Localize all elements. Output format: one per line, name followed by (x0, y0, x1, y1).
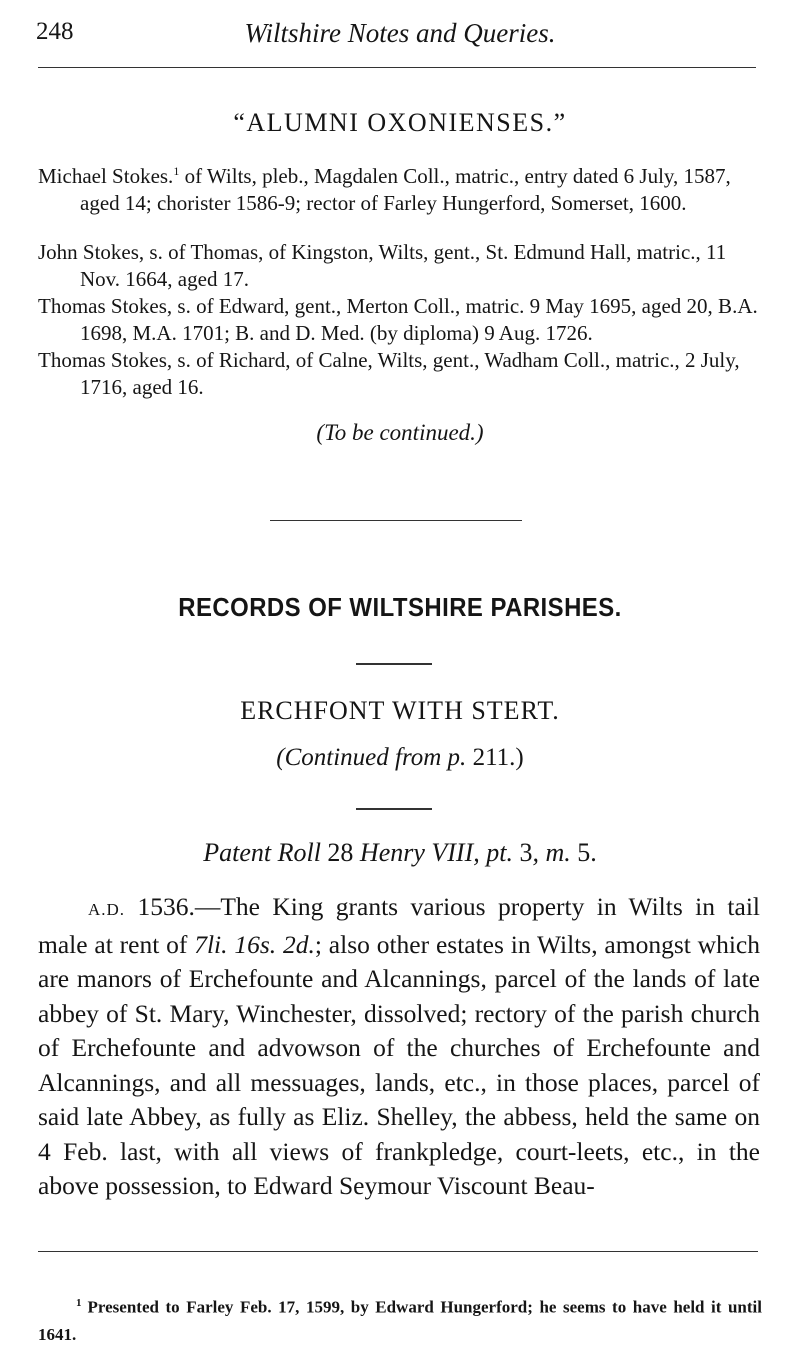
alumni-entry (38, 293, 762, 347)
entry-text: of Wilts, pleb., Magdalen Coll., matric., entry dated 6 July, 1587, aged 14; chorister 1586-9; rector of Farley Hungerford, Somerset, 1600. (80, 164, 731, 215)
body-paragraph (38, 890, 760, 1204)
section-divider (270, 520, 522, 521)
body-text: 1536.—The King grants various property in Wilts in tail male at rent of (38, 892, 760, 959)
ad-label: A.D. (88, 900, 126, 919)
rent-amount: 7li. 16s. 2d. (194, 929, 315, 959)
running-title: Wiltshire Notes and Queries. (244, 18, 556, 48)
continued-from-text: (Continued from p. (276, 744, 467, 771)
short-rule (356, 808, 432, 810)
patent-text: , m. (532, 838, 578, 867)
footnote-mark: 1 (76, 1297, 82, 1309)
footnote-text: Presented to Farley Feb. 17, 1599, by Edward Hungerford; he seems to have held it until 1641. (38, 1297, 762, 1344)
parish-heading: ERCHFONT WITH STERT. (240, 696, 560, 725)
continued-from-page: 211.) (466, 744, 524, 771)
alumni-entry (38, 158, 762, 217)
footnote-rule (38, 1251, 758, 1252)
entry-text: Thomas Stokes, s. of Richard, of Calne, Wilts, gent., Wadham Coll., matric., 2 July, 1716, aged 16. (38, 348, 740, 399)
patent-text: Henry VIII, pt. (353, 838, 520, 867)
footnote-mark: 1 (173, 164, 180, 178)
patent-number: 28 (327, 838, 354, 867)
footnote (38, 1290, 762, 1348)
alumni-entry (38, 347, 762, 401)
short-rule (356, 663, 432, 665)
entry-text: Thomas Stokes, s. of Edward, gent., Merton Coll., matric. 9 May 1695, aged 20, B.A. 1698, M.A. 1701; B. and D. Med. (by diploma) 9 Aug. 1726. (38, 294, 758, 345)
patent-text: Patent Roll (203, 838, 328, 867)
page-number: 248 (36, 18, 74, 45)
records-heading: RECORDS OF WILTSHIRE PARISHES. (178, 592, 622, 622)
continued-from (0, 744, 800, 772)
header-rule (38, 67, 756, 68)
patent-number: 5. (577, 838, 597, 867)
alumni-entry (38, 239, 762, 293)
to-be-continued: (To be continued.) (316, 420, 484, 445)
patent-number: 3 (519, 838, 533, 867)
patent-roll-heading (0, 838, 800, 868)
entry-text: John Stokes, s. of Thomas, of Kingston, Wilts, gent., St. Edmund Hall, matric., 11 Nov. 1664, aged 17. (38, 240, 727, 291)
body-text: ; also other estates in Wilts, amongst which are manors of Erchefounte and Alcannings, parcel of the lands of late abbey of St. Mary, Winchester, dissolved; rectory of the parish church of Erchefounte and advowson of the churches of Erchefounte and Alcannings, and all messuages, lands, etc., in those places, parcel of said late Abbey, as fully as Eliz. Shelley, the abbess, held the same on 4 Feb. last, with all views of frankpledge, court-leets, etc., in the above possession, to Edward Seymour Viscount Beau- (38, 929, 760, 1200)
alumni-title: “ALUMNI OXONIENSES.” (233, 108, 567, 137)
entry-name: Michael Stokes. (38, 164, 174, 188)
